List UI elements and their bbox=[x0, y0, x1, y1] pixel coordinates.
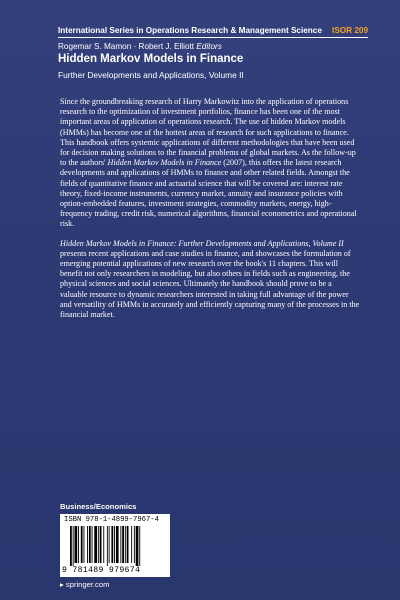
publisher-website: ▸ springer.com bbox=[60, 580, 110, 589]
barcode-bar bbox=[81, 526, 83, 563]
barcode-bar bbox=[98, 526, 99, 563]
blurb-p2-book-reference: Hidden Markov Models in Finance: Further Developments and Applications, Volume II bbox=[60, 238, 344, 248]
barcode-bar bbox=[136, 526, 139, 566]
category-label: Business/Economics bbox=[60, 502, 137, 511]
series-title: International Series in Operations Research & Management Science bbox=[58, 26, 322, 35]
blurb-p1-end: (2007), this offers the latest research developments and applications of HMMs to finance and other related fields. Amongst the fields of quantitative finance and actuarial science that will be covered are: interest rate theory, fixed-income instruments, currency market, annuity and insurance policies with option-embedded features, investment strategies, commodity markets, energy, high-frequency trading, credit risk, numerical algorithms, financial econometrics and operational risk. bbox=[60, 158, 357, 229]
editors-label: Editors bbox=[196, 42, 222, 51]
isbn-barcode bbox=[60, 514, 170, 577]
barcode-bar bbox=[87, 526, 88, 563]
barcode-bar bbox=[89, 526, 91, 563]
blurb-paragraph-2 bbox=[60, 239, 360, 321]
barcode-bar bbox=[84, 526, 85, 563]
barcode-bar bbox=[94, 526, 97, 563]
barcode-bars bbox=[70, 526, 164, 566]
barcode-bar bbox=[92, 526, 93, 563]
barcode-bar bbox=[111, 526, 113, 563]
barcode-digits: 9 781489 979674 bbox=[62, 566, 141, 575]
series-header bbox=[58, 20, 368, 38]
barcode-bar bbox=[139, 526, 140, 566]
blurb-p2-end: presents recent applications and case studies in finance, and showcases the formulation of emerging potential applications of new research over the book's 11 chapters. This will benefit not only researchers in modeling, but also others in fields such as engineering, the physical sciences and social sciences. Ultimately the handbook should prove to be a valuable resource to dynamic researchers interested in taking full advantage of the power and versatility of HMMs in accurately and efficiently capturing many of the processes in the financial market. bbox=[60, 248, 360, 320]
barcode-bar bbox=[100, 526, 102, 563]
blurb-text bbox=[60, 97, 360, 329]
blurb-p1-start: Since the groundbreaking research of Harry Markowitz into the application of operations research to the optimization of investment portfolios, finance has been one of the most important areas of application of operations research. The use of hidden Markov models (HMMs) has become one of the hottest areas of research for such applications to finance. This handbook offers systemic applications of different methodologies that have been used for decision making solutions to the financial problems of global markets. As the follow-up to the authors' bbox=[60, 97, 356, 168]
barcode-bar bbox=[70, 526, 72, 566]
book-title: Hidden Markov Models in Finance bbox=[58, 53, 244, 65]
barcode-bar bbox=[127, 526, 129, 563]
series-number: ISOR 209 bbox=[332, 26, 368, 35]
barcode-bar bbox=[73, 526, 74, 566]
barcode-bar bbox=[134, 526, 135, 563]
barcode-bar bbox=[114, 526, 115, 563]
blurb-p1-book-reference: Hidden Markov Models in Finance bbox=[107, 158, 222, 168]
barcode-bar bbox=[75, 526, 78, 563]
blurb-paragraph-1 bbox=[60, 97, 360, 230]
barcode-bar bbox=[122, 526, 124, 563]
editors-line bbox=[58, 42, 368, 51]
editor-names: Rogemar S. Mamon · Robert J. Elliott bbox=[58, 42, 195, 51]
barcode-bar bbox=[131, 526, 132, 563]
isbn-number: ISBN 978-1-4899-7967-4 bbox=[64, 516, 159, 524]
barcode-bar bbox=[78, 526, 79, 563]
book-subtitle: Further Developments and Applications, Volume II bbox=[58, 70, 244, 80]
barcode-bar bbox=[120, 526, 121, 563]
barcode-bar bbox=[116, 526, 119, 563]
barcode-bar bbox=[103, 526, 104, 563]
barcode-bar bbox=[125, 526, 126, 563]
barcode-bar bbox=[107, 526, 108, 566]
barcode-bar bbox=[109, 526, 110, 563]
